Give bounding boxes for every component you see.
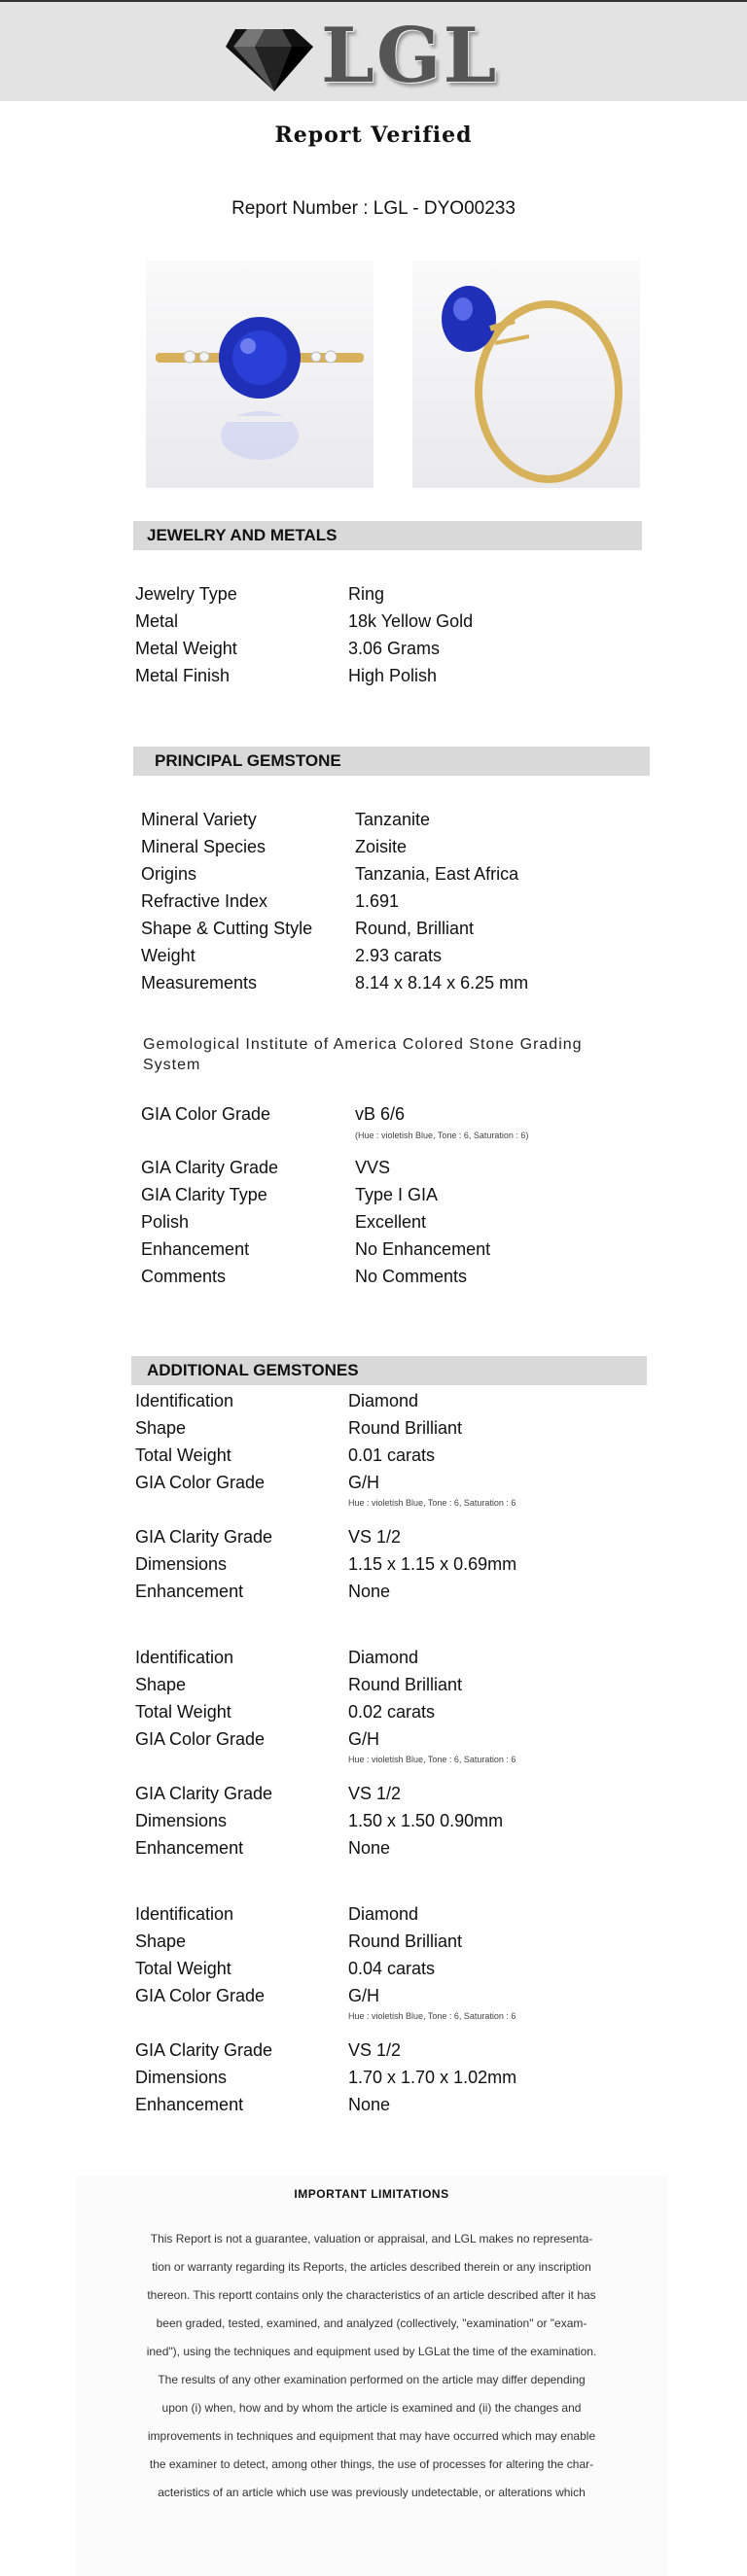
enhancement-label: Enhancement — [135, 1838, 244, 1858]
refractive-index-label: Refractive Index — [141, 891, 268, 911]
ring-photo-side — [412, 261, 640, 488]
total-weight-value: 0.01 carats — [348, 1445, 436, 1465]
identification-value: Diamond — [348, 1391, 419, 1410]
limitations-line: thereon. This reportt contains only the characteristics of an article described after it has — [147, 2288, 596, 2302]
dimensions-label: Dimensions — [135, 2068, 228, 2087]
dimensions-label: Dimensions — [135, 1554, 228, 1574]
shape-value: Round Brilliant — [348, 1675, 463, 1694]
header-bar — [0, 0, 747, 101]
dimensions-label: Dimensions — [135, 1811, 228, 1830]
mineral-variety-value: Tanzanite — [355, 810, 431, 829]
limitations-line: ined"), using the techniques and equipment used by LGLat the time of the examination. — [146, 2345, 597, 2358]
limitations-line: the examiner to detect, among other things, the use of processes for altering the char- — [149, 2457, 594, 2471]
limitations-line: upon (i) when, how and by whom the article is examined and (ii) the changes and — [161, 2401, 582, 2415]
jewelry-section-heading: JEWELRY AND METALS — [133, 521, 642, 550]
logo-text: LGL — [321, 12, 499, 100]
shape-cutting-value: Round, Brilliant — [355, 919, 475, 938]
lgl-logo — [226, 12, 499, 100]
dimensions-value: 1.15 x 1.15 x 0.69mm — [348, 1554, 517, 1574]
report-number: Report Number : LGL - DYO00233 — [231, 198, 516, 219]
metal-weight-label: Metal Weight — [135, 639, 237, 658]
shape-label: Shape — [135, 1932, 187, 1951]
identification-value: Diamond — [348, 1648, 419, 1667]
metal-value: 18k Yellow Gold — [348, 611, 474, 631]
gia-clarity-grade-label: GIA Clarity Grade — [135, 2040, 273, 2060]
gia-color-grade-sub: (Hue : violetish Blue, Tone : 6, Saturation : 6) — [355, 1131, 529, 1140]
refractive-index-value: 1.691 — [355, 891, 400, 911]
principal-section-heading: PRINCIPAL GEMSTONE — [133, 747, 650, 776]
important-limitations — [76, 2176, 667, 2576]
weight-label: Weight — [141, 946, 196, 965]
total-weight-label: Total Weight — [135, 1702, 231, 1722]
shape-value: Round Brilliant — [348, 1418, 463, 1438]
gia-color-grade-value: G/H — [348, 1473, 380, 1492]
metal-finish-value: High Polish — [348, 666, 438, 685]
gia-color-grade-label: GIA Color Grade — [135, 1986, 266, 2005]
total-weight-label: Total Weight — [135, 1959, 231, 1978]
shape-cutting-label: Shape & Cutting Style — [141, 919, 313, 938]
limitations-line: been graded, tested, examined, and analyzed (collectively, "examination" or "exam- — [156, 2316, 587, 2330]
identification-label: Identification — [135, 1391, 234, 1410]
shape-value: Round Brilliant — [348, 1932, 463, 1951]
color-grade-sub: Hue : violetish Blue, Tone : 6, Saturation : 6 — [348, 2011, 516, 2021]
gia-clarity-grade-value: VVS — [355, 1158, 391, 1177]
metal-weight-value: 3.06 Grams — [348, 639, 441, 658]
identification-value: Diamond — [348, 1904, 419, 1924]
mineral-species-value: Zoisite — [355, 837, 408, 856]
origins-value: Tanzania, East Africa — [355, 864, 519, 884]
mineral-species-label: Mineral Species — [141, 837, 267, 856]
gia-color-grade-value: G/H — [348, 1986, 380, 2005]
gia-clarity-grade-value: VS 1/2 — [348, 1527, 402, 1547]
gia-color-grade-value: G/H — [348, 1729, 380, 1749]
total-weight-value: 0.02 carats — [348, 1702, 436, 1722]
enhancement-label: Enhancement — [135, 2095, 244, 2114]
gia-clarity-grade-label: GIA Clarity Grade — [141, 1158, 279, 1177]
limitations-line: The results of any other examination performed on the article may differ depending — [158, 2373, 586, 2386]
mineral-variety-label: Mineral Variety — [141, 810, 257, 829]
gia-color-grade-value: vB 6/6 — [355, 1104, 406, 1124]
gia-clarity-grade-label: GIA Clarity Grade — [135, 1527, 273, 1547]
limitations-line: This Report is not a guarantee, valuation or appraisal, and LGL makes no representa- — [150, 2232, 593, 2245]
enhancement-value: None — [348, 2095, 391, 2114]
additional-section-heading: ADDITIONAL GEMSTONES — [131, 1356, 647, 1385]
shape-label: Shape — [135, 1675, 187, 1694]
enhancement-label: Enhancement — [141, 1239, 250, 1259]
dimensions-value: 1.70 x 1.70 x 1.02mm — [348, 2068, 517, 2087]
ring-top-image — [146, 261, 374, 488]
color-grade-sub: Hue : violetish Blue, Tone : 6, Saturation : 6 — [348, 1755, 516, 1764]
polish-label: Polish — [141, 1212, 190, 1232]
ring-photo-top — [146, 261, 374, 488]
gia-clarity-type-value: Type I GIA — [355, 1185, 439, 1204]
gia-color-grade-label: GIA Color Grade — [135, 1473, 266, 1492]
metal-finish-label: Metal Finish — [135, 666, 231, 685]
gia-clarity-grade-value: VS 1/2 — [348, 1784, 402, 1803]
ring-side-image — [412, 261, 640, 488]
limitations-line: acteristics of an article which use was previously undetectable, or alterations which — [158, 2486, 586, 2499]
measurements-value: 8.14 x 8.14 x 6.25 mm — [355, 973, 529, 992]
gia-clarity-grade-value: VS 1/2 — [348, 2040, 402, 2060]
color-grade-sub: Hue : violetish Blue, Tone : 6, Saturation : 6 — [348, 1498, 516, 1508]
identification-label: Identification — [135, 1904, 234, 1924]
limitations-line: tion or warranty regarding its Reports, the articles described therein or any inscription — [152, 2260, 591, 2274]
total-weight-label: Total Weight — [135, 1445, 231, 1465]
origins-label: Origins — [141, 864, 197, 884]
enhancement-value: None — [348, 1582, 391, 1601]
enhancement-value: None — [348, 1838, 391, 1858]
weight-value: 2.93 carats — [355, 946, 443, 965]
identification-label: Identification — [135, 1648, 234, 1667]
jewelry-type-value: Ring — [348, 584, 385, 604]
jewelry-type-label: Jewelry Type — [135, 584, 237, 604]
enhancement-value: No Enhancement — [355, 1239, 491, 1259]
gia-clarity-type-label: GIA Clarity Type — [141, 1185, 267, 1204]
dimensions-value: 1.50 x 1.50 0.90mm — [348, 1811, 504, 1830]
gia-color-grade-label: GIA Color Grade — [141, 1104, 271, 1124]
gia-clarity-grade-label: GIA Clarity Grade — [135, 1784, 273, 1803]
gia-color-grade-label: GIA Color Grade — [135, 1729, 266, 1749]
page-title: Report Verified — [274, 122, 473, 148]
metal-label: Metal — [135, 611, 179, 631]
comments-value: No Comments — [355, 1267, 468, 1286]
diamond-logo-icon — [226, 19, 323, 97]
gia-grading-note: Gemological Institute of America Colored Stone Grading System — [143, 1036, 583, 1073]
shape-label: Shape — [135, 1418, 187, 1438]
limitations-line: improvements in techniques and equipment that may have occurred which may enable — [147, 2429, 596, 2443]
measurements-label: Measurements — [141, 973, 258, 992]
enhancement-label: Enhancement — [135, 1582, 244, 1601]
comments-label: Comments — [141, 1267, 227, 1286]
polish-value: Excellent — [355, 1212, 427, 1232]
limitations-title: IMPORTANT LIMITATIONS — [294, 2187, 449, 2201]
total-weight-value: 0.04 carats — [348, 1959, 436, 1978]
